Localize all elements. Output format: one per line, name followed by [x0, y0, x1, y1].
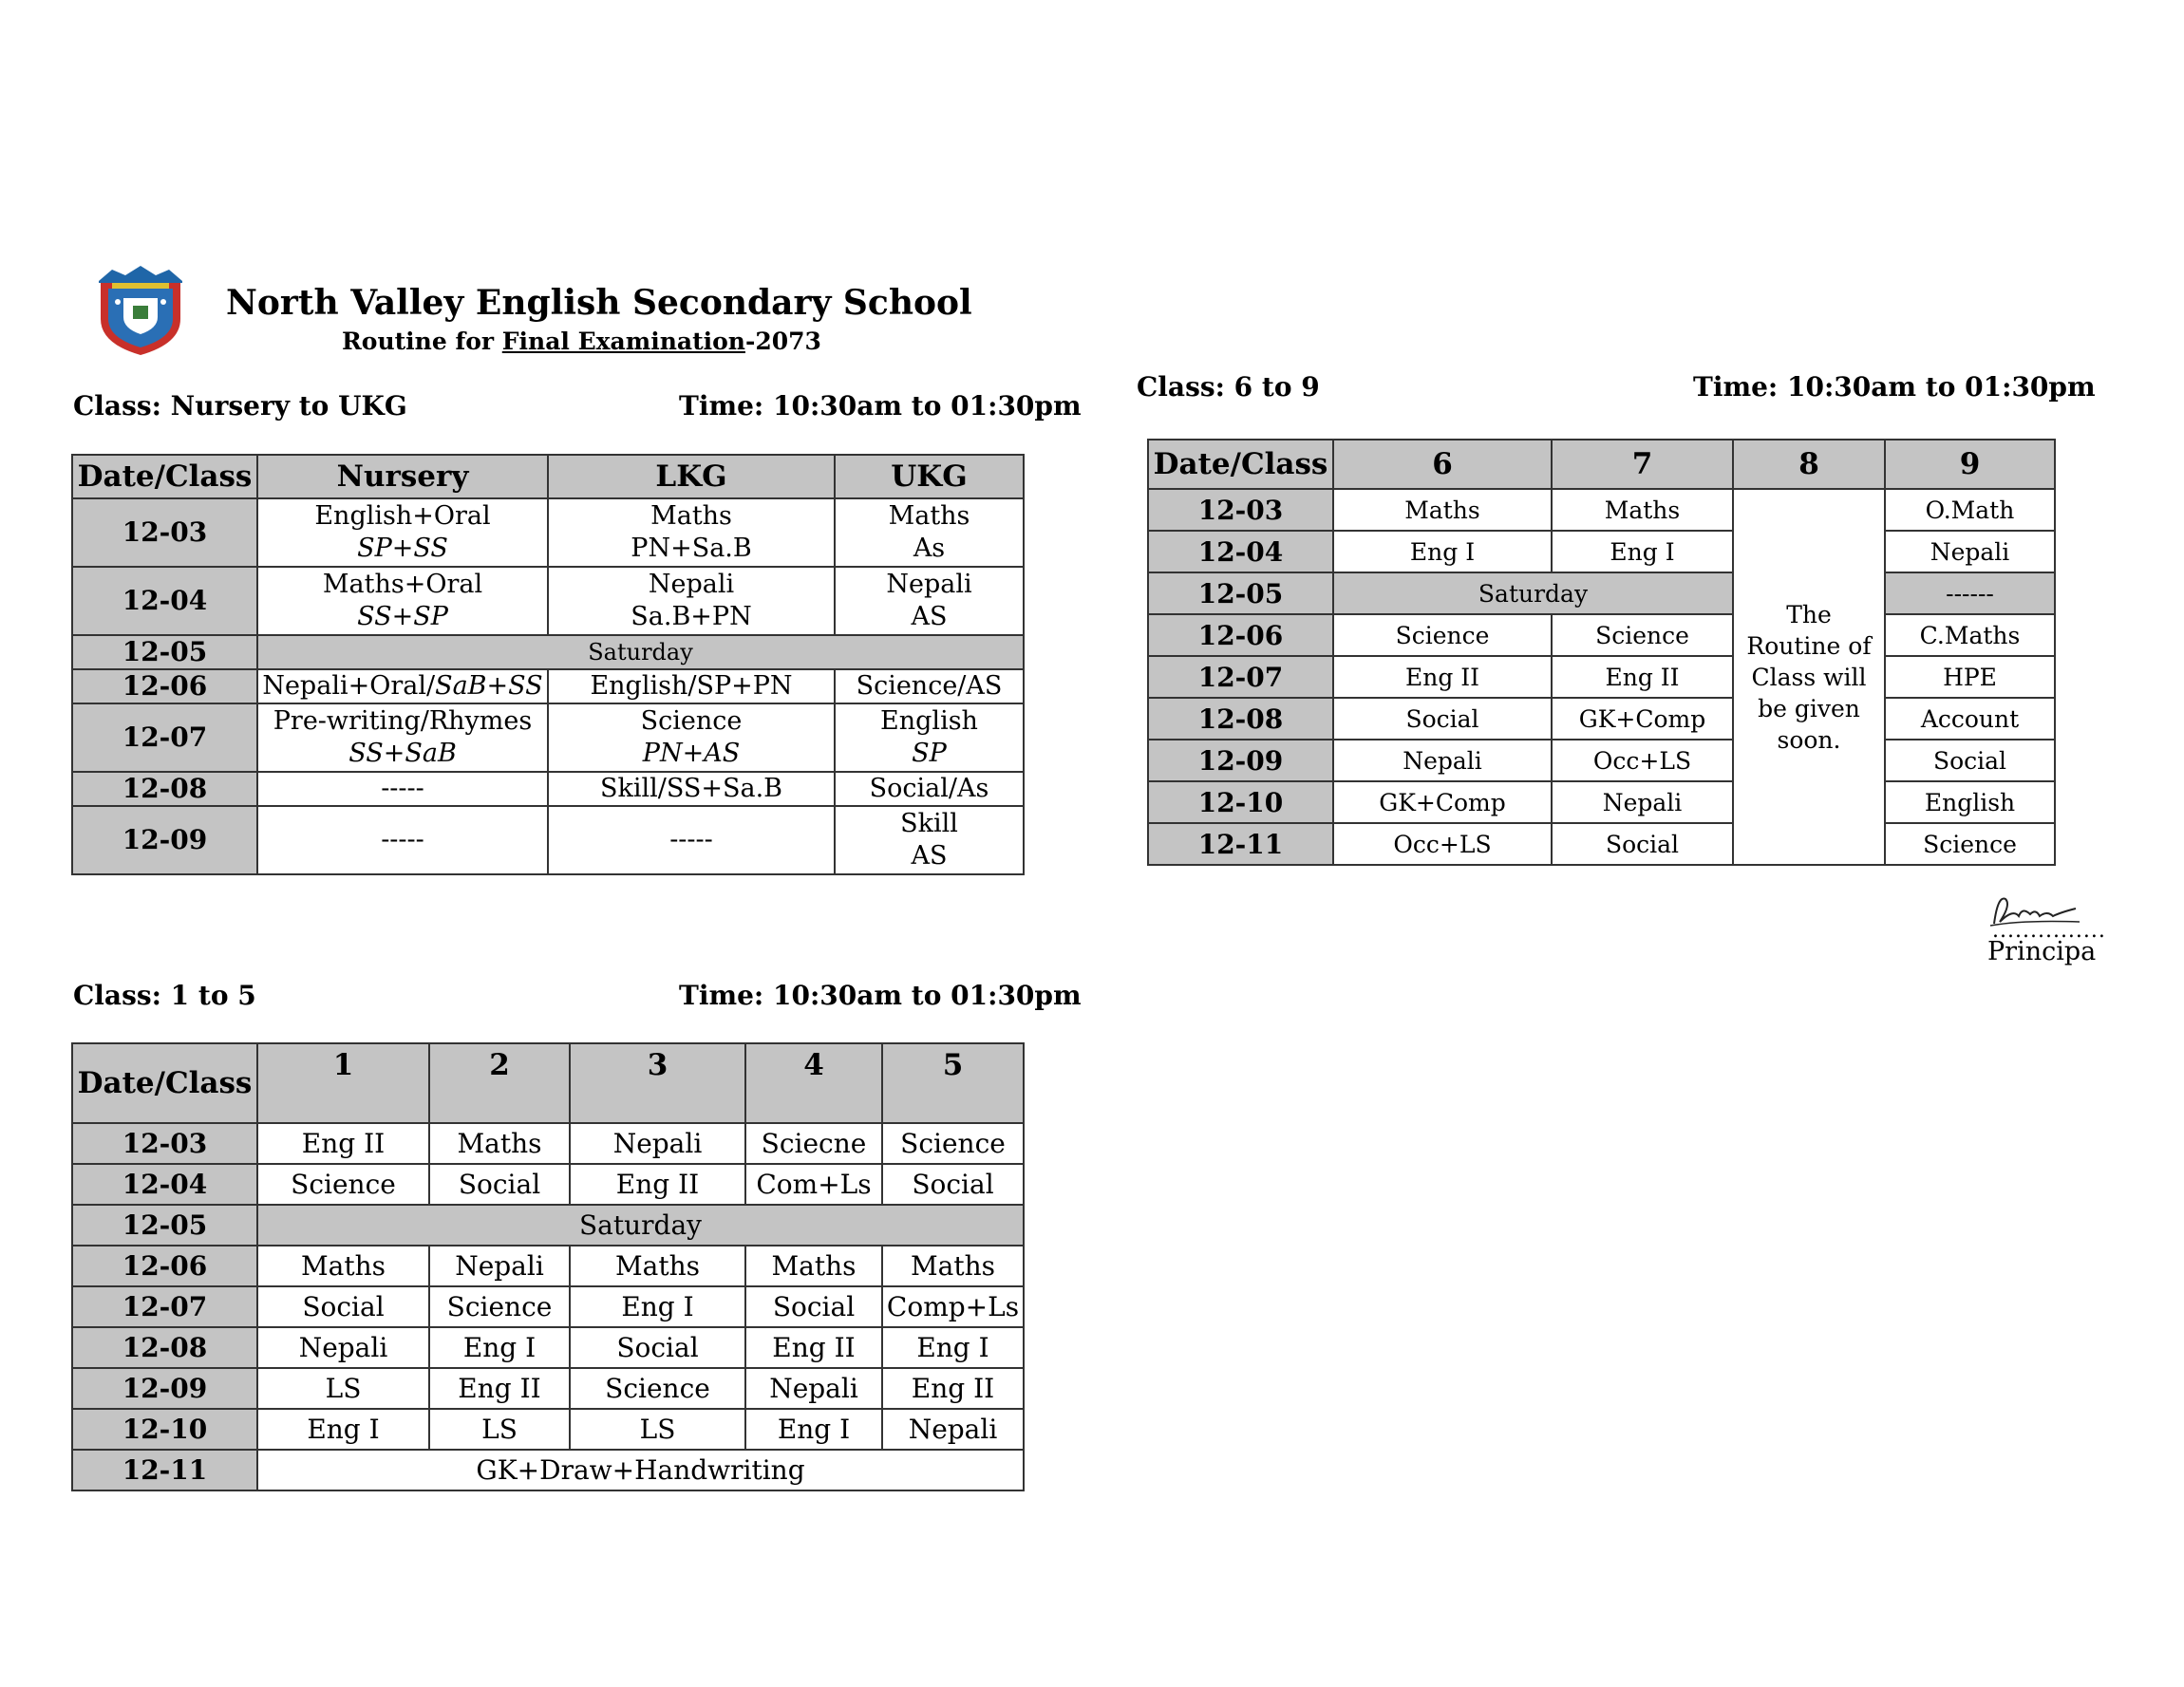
class-4-cell: Eng II	[745, 1327, 882, 1368]
class-2-cell: Eng II	[429, 1368, 570, 1409]
subject: Maths+Oral	[322, 570, 483, 599]
table-row	[1148, 656, 2055, 698]
class-2-cell: LS	[429, 1409, 570, 1450]
table-row	[72, 498, 1024, 567]
subject: English/SP+PN	[590, 671, 793, 701]
class-3-cell: Maths	[570, 1246, 745, 1286]
date-cell: 12-04	[1148, 531, 1333, 572]
subject: Nepali	[648, 570, 735, 599]
lkg-cell	[548, 498, 835, 567]
table-row	[1148, 781, 2055, 823]
class-7-cell: Eng I	[1552, 531, 1733, 572]
subject: English+Oral	[314, 501, 491, 531]
class-4-cell: Nepali	[745, 1368, 882, 1409]
date-cell: 12-06	[72, 669, 257, 703]
header-class-7: 7	[1552, 440, 1733, 489]
class-1-cell: Science	[257, 1164, 429, 1205]
subject: Nepali	[886, 570, 972, 599]
subject-teachers: PN+Sa.B	[631, 534, 752, 563]
class-6-cell: Nepali	[1333, 740, 1552, 781]
date-cell: 12-09	[1148, 740, 1333, 781]
subject: Skill	[900, 809, 958, 838]
date-cell: 12-03	[72, 498, 257, 567]
class-9-cell: Nepali	[1885, 531, 2055, 572]
class-3-cell: Nepali	[570, 1123, 745, 1164]
date-cell: 12-06	[72, 1246, 257, 1286]
ukg-cell	[835, 498, 1024, 567]
primary-class-label: Class: 1 to 5	[73, 980, 256, 1011]
class-9-cell: English	[1885, 781, 2055, 823]
table-row	[72, 1409, 1024, 1450]
class-9-cell: Account	[1885, 698, 2055, 740]
class-3-cell: Eng II	[570, 1164, 745, 1205]
class-4-cell: Sciecne	[745, 1123, 882, 1164]
class-9-cell: O.Math	[1885, 489, 2055, 531]
subject-teachers: As	[913, 534, 946, 563]
nursery-cell	[257, 669, 548, 703]
class-4-cell: Eng I	[745, 1409, 882, 1450]
table-row	[72, 1164, 1024, 1205]
header-class-3: 3	[570, 1043, 745, 1123]
lkg-cell: -----	[548, 806, 835, 874]
routine-title	[342, 328, 821, 355]
table-row	[1148, 823, 2055, 865]
routine-year: -2073	[744, 328, 821, 355]
class-6-cell: Eng I	[1333, 531, 1552, 572]
table-row	[72, 635, 1024, 669]
class-5-cell: Eng II	[882, 1368, 1024, 1409]
header-date-class: Date/Class	[1148, 440, 1333, 489]
routine-prefix: Routine for	[342, 328, 502, 355]
subject-teachers: SS+SP	[357, 602, 448, 631]
subject-teachers: AS	[911, 841, 948, 871]
subject-teachers: SP	[912, 739, 947, 768]
header-date-class: Date/Class	[72, 455, 257, 498]
nursery-cell	[257, 703, 548, 772]
class-6-cell: Occ+LS	[1333, 823, 1552, 865]
table-header-row	[72, 455, 1024, 498]
date-cell: 12-05	[1148, 572, 1333, 614]
secondary-class-label: Class: 6 to 9	[1137, 371, 1320, 403]
saturday-cell: Saturday	[257, 1205, 1024, 1246]
table-row	[72, 1286, 1024, 1327]
class-7-cell: Science	[1552, 614, 1733, 656]
date-cell: 12-07	[1148, 656, 1333, 698]
table-row	[1148, 740, 2055, 781]
table-row	[72, 1123, 1024, 1164]
header-class-8: 8	[1733, 440, 1885, 489]
class-5-cell: Comp+Ls	[882, 1286, 1024, 1327]
class-3-cell: Social	[570, 1327, 745, 1368]
table-row	[72, 669, 1024, 703]
class-6-cell: Science	[1333, 614, 1552, 656]
subject: Science	[640, 706, 743, 736]
class-9-cell: Social	[1885, 740, 2055, 781]
signature-line: ...............	[1992, 919, 2106, 943]
table-header-row	[72, 1043, 1024, 1123]
class-7-cell: Occ+LS	[1552, 740, 1733, 781]
class-6-cell: Social	[1333, 698, 1552, 740]
class-4-cell: Com+Ls	[745, 1164, 882, 1205]
class-1-5-routine-table	[71, 1042, 1025, 1491]
class-5-cell: Science	[882, 1123, 1024, 1164]
header-nursery: Nursery	[257, 455, 548, 498]
date-cell: 12-05	[72, 1205, 257, 1246]
subject-teachers: PN+AS	[642, 739, 741, 768]
date-cell: 12-08	[72, 772, 257, 806]
subject: Maths	[650, 501, 732, 531]
header-date-class: Date/Class	[72, 1043, 257, 1123]
nursery-time-label: Time: 10:30am to 01:30pm	[679, 390, 1082, 422]
header-class-6: 6	[1333, 440, 1552, 489]
class-4-cell: Social	[745, 1286, 882, 1327]
ukg-cell	[835, 703, 1024, 772]
class-7-cell: GK+Comp	[1552, 698, 1733, 740]
class-2-cell: Science	[429, 1286, 570, 1327]
class-5-cell: Eng I	[882, 1327, 1024, 1368]
class-2-cell: Social	[429, 1164, 570, 1205]
subject: Science/AS	[856, 671, 1003, 701]
date-cell: 12-08	[1148, 698, 1333, 740]
class-5-cell: Social	[882, 1164, 1024, 1205]
lkg-cell	[548, 567, 835, 635]
merged-subject-cell: GK+Draw+Handwriting	[257, 1450, 1024, 1490]
date-cell: 12-03	[72, 1123, 257, 1164]
class-2-cell: Maths	[429, 1123, 570, 1164]
date-cell: 12-09	[72, 1368, 257, 1409]
class-2-cell: Eng I	[429, 1327, 570, 1368]
subject-teachers: SS+SaB	[348, 739, 457, 768]
subject-teachers: AS	[911, 602, 948, 631]
class-1-cell: Eng II	[257, 1123, 429, 1164]
nursery-class-label: Class: Nursery to UKG	[73, 390, 407, 422]
class-1-cell: LS	[257, 1368, 429, 1409]
class-7-cell: Social	[1552, 823, 1733, 865]
table-row	[72, 1246, 1024, 1286]
signature-title: Principa	[1987, 937, 2097, 966]
subject: English	[880, 706, 978, 736]
class-7-cell: Nepali	[1552, 781, 1733, 823]
table-header-row	[1148, 440, 2055, 489]
class-1-cell: Maths	[257, 1246, 429, 1286]
class-9-cell: C.Maths	[1885, 614, 2055, 656]
ukg-cell	[835, 567, 1024, 635]
ukg-cell	[835, 806, 1024, 874]
class-9-cell: HPE	[1885, 656, 2055, 698]
date-cell: 12-07	[72, 1286, 257, 1327]
table-row	[72, 1205, 1024, 1246]
date-cell: 12-10	[72, 1409, 257, 1450]
nursery-cell	[257, 567, 548, 635]
school-crest-logo	[91, 264, 190, 357]
date-cell: 12-04	[72, 1164, 257, 1205]
date-cell: 12-05	[72, 635, 257, 669]
nursery-cell: -----	[257, 806, 548, 874]
class-1-cell: Eng I	[257, 1409, 429, 1450]
table-row	[72, 567, 1024, 635]
saturday-cell: Saturday	[257, 635, 1024, 669]
class-2-cell: Nepali	[429, 1246, 570, 1286]
class-5-cell: Nepali	[882, 1409, 1024, 1450]
lkg-cell	[548, 669, 835, 703]
header-class-5: 5	[882, 1043, 1024, 1123]
header-ukg: UKG	[835, 455, 1024, 498]
class-3-cell: Science	[570, 1368, 745, 1409]
table-row	[72, 703, 1024, 772]
nursery-cell: -----	[257, 772, 548, 806]
class-9-cell: Science	[1885, 823, 2055, 865]
class-3-cell: LS	[570, 1409, 745, 1450]
primary-time-label: Time: 10:30am to 01:30pm	[679, 980, 1082, 1011]
ukg-cell	[835, 669, 1024, 703]
subject-teachers: SaB+SS	[435, 671, 543, 701]
nursery-ukg-routine-table	[71, 454, 1025, 875]
secondary-time-label: Time: 10:30am to 01:30pm	[1693, 371, 2096, 403]
date-cell: 12-07	[72, 703, 257, 772]
table-row	[1148, 614, 2055, 656]
subject-teachers: Sa.B+PN	[631, 602, 752, 631]
table-row	[1148, 572, 2055, 614]
subject: Pre-writing/Rhymes	[273, 706, 533, 736]
table-row	[72, 772, 1024, 806]
class-9-cell: ------	[1885, 572, 2055, 614]
class-5-cell: Maths	[882, 1246, 1024, 1286]
lkg-cell: Skill/SS+Sa.B	[548, 772, 835, 806]
class-3-cell: Eng I	[570, 1286, 745, 1327]
date-cell: 12-11	[72, 1450, 257, 1490]
date-cell: 12-06	[1148, 614, 1333, 656]
lkg-cell	[548, 703, 835, 772]
class-8-note-cell: The Routine of Class will be given soon.	[1733, 489, 1885, 865]
date-cell: 12-09	[72, 806, 257, 874]
class-7-cell: Maths	[1552, 489, 1733, 531]
table-row	[1148, 489, 2055, 531]
date-cell: 12-03	[1148, 489, 1333, 531]
subject-teachers: SP+SS	[357, 534, 448, 563]
header-class-1: 1	[257, 1043, 429, 1123]
ukg-cell: Social/As	[835, 772, 1024, 806]
school-name: North Valley English Secondary School	[226, 283, 972, 323]
date-cell: 12-11	[1148, 823, 1333, 865]
saturday-cell: Saturday	[1333, 572, 1733, 614]
header-lkg: LKG	[548, 455, 835, 498]
class-1-cell: Nepali	[257, 1327, 429, 1368]
date-cell: 12-04	[72, 567, 257, 635]
table-row	[1148, 531, 2055, 572]
date-cell: 12-10	[1148, 781, 1333, 823]
class-6-9-routine-table	[1147, 439, 2056, 866]
table-row	[72, 806, 1024, 874]
class-6-cell: GK+Comp	[1333, 781, 1552, 823]
header-class-9: 9	[1885, 440, 2055, 489]
date-cell: 12-08	[72, 1327, 257, 1368]
header-class-4: 4	[745, 1043, 882, 1123]
subject: Maths	[888, 501, 970, 531]
class-7-cell: Eng II	[1552, 656, 1733, 698]
class-4-cell: Maths	[745, 1246, 882, 1286]
class-1-cell: Social	[257, 1286, 429, 1327]
table-row	[72, 1450, 1024, 1490]
table-row	[1148, 698, 2055, 740]
class-6-cell: Eng II	[1333, 656, 1552, 698]
class-6-cell: Maths	[1333, 489, 1552, 531]
table-row	[72, 1327, 1024, 1368]
subject: Nepali+Oral/	[262, 671, 436, 701]
table-row	[72, 1368, 1024, 1409]
nursery-cell	[257, 498, 548, 567]
routine-exam-name: Final Examination	[501, 328, 745, 355]
header-class-2: 2	[429, 1043, 570, 1123]
